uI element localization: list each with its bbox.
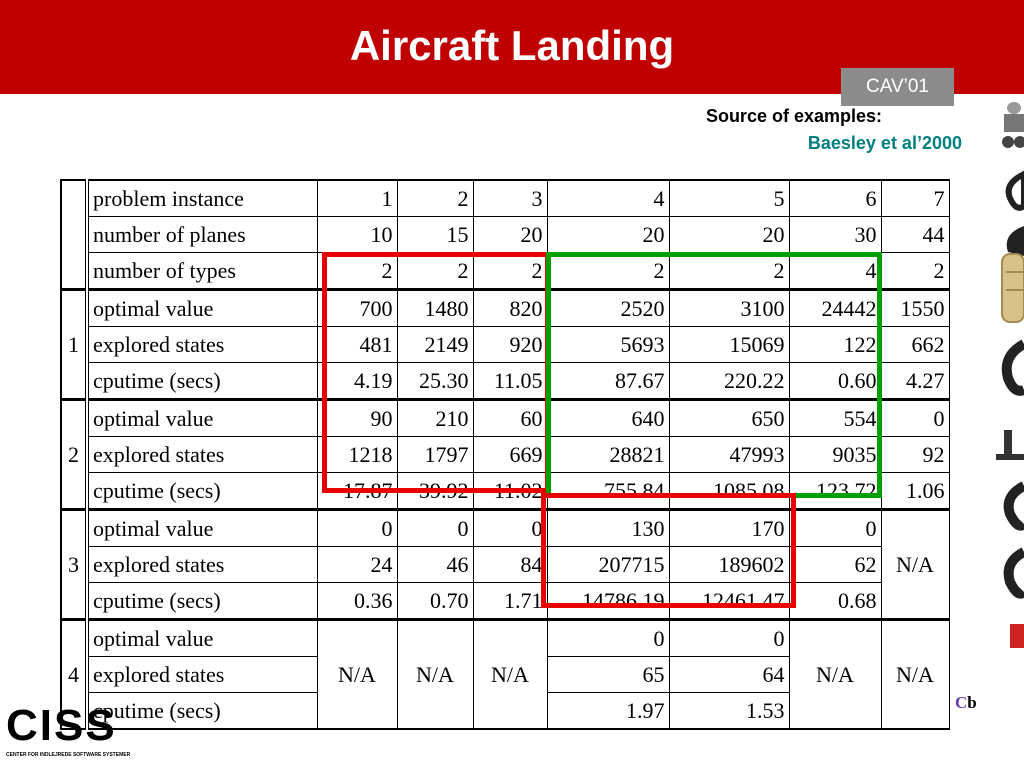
table-cell: 122 (789, 327, 881, 363)
na-cell: N/A (881, 547, 949, 583)
na-cell (317, 620, 397, 657)
row-label: cputime (secs) (87, 583, 317, 620)
table-cell: 640 (547, 400, 669, 437)
table-cell: 481 (317, 327, 397, 363)
table-cell: 2 (473, 253, 547, 290)
table-cell: 12461.47 (669, 583, 789, 620)
row-label: problem instance (87, 180, 317, 217)
table-cell: 4 (547, 180, 669, 217)
table-cell: 1.06 (881, 473, 949, 510)
table-cell: 90 (317, 400, 397, 437)
corner-mark-b: b (967, 693, 977, 712)
table-cell: 11.02 (473, 473, 547, 510)
ciss-logo-text: CISS (6, 701, 117, 750)
table-cell: 130 (547, 510, 669, 547)
group-label-cell (61, 510, 87, 547)
table-cell: 20 (547, 217, 669, 253)
ciss-logo-subtitle: CENTER FOR INDLEJREDE SOFTWARE SYSTEMER (6, 752, 131, 758)
na-cell: N/A (473, 657, 547, 693)
ciss-letter-segment-5 (1009, 552, 1024, 594)
results-table-container (60, 179, 948, 723)
table-cell: 1480 (397, 290, 473, 327)
group-label-cell (61, 253, 87, 290)
na-cell (881, 620, 949, 657)
row-label: explored states (87, 657, 317, 693)
na-cell: N/A (789, 657, 881, 693)
table-cell: 189602 (669, 547, 789, 583)
table-cell: 1.71 (473, 583, 547, 620)
row-label: optimal value (87, 400, 317, 437)
table-cell: 0 (789, 510, 881, 547)
row-label: cputime (secs) (87, 363, 317, 400)
ciss-letter-segment-1 (1009, 174, 1024, 208)
table-cell: 210 (397, 400, 473, 437)
table-cell: 1.53 (669, 693, 789, 730)
table-cell: 6 (789, 180, 881, 217)
na-cell (317, 693, 397, 730)
table-cell: 1218 (317, 437, 397, 473)
table-row (61, 510, 949, 547)
group-label-cell (61, 473, 87, 510)
table-cell: 64 (669, 657, 789, 693)
table-cell: 30 (789, 217, 881, 253)
row-label: cputime (secs) (87, 473, 317, 510)
table-cell: 14786.19 (547, 583, 669, 620)
table-cell: 24442 (789, 290, 881, 327)
table-row (61, 473, 949, 510)
table-cell: 60 (473, 400, 547, 437)
na-cell (881, 510, 949, 547)
table-header-row (61, 180, 949, 217)
table-cell: 46 (397, 547, 473, 583)
table-cell: 4.27 (881, 363, 949, 400)
na-cell (789, 620, 881, 657)
na-cell (789, 693, 881, 730)
table-cell: 755.84 (547, 473, 669, 510)
ciss-red-accent (1010, 624, 1024, 648)
row-label: optimal value (87, 510, 317, 547)
corner-mark (955, 693, 977, 713)
group-label-cell (61, 583, 87, 620)
table-cell: 920 (473, 327, 547, 363)
table-cell: 0 (881, 400, 949, 437)
table-cell: 24 (317, 547, 397, 583)
table-cell: 2520 (547, 290, 669, 327)
table-cell: 554 (789, 400, 881, 437)
table-cell: 1550 (881, 290, 949, 327)
table-cell: 3100 (669, 290, 789, 327)
table-cell: 170 (669, 510, 789, 547)
table-cell: 17.87 (317, 473, 397, 510)
table-cell: 84 (473, 547, 547, 583)
na-cell (473, 693, 547, 730)
table-cell: 7 (881, 180, 949, 217)
na-cell: N/A (317, 657, 397, 693)
row-label: explored states (87, 547, 317, 583)
table-cell: 5693 (547, 327, 669, 363)
group-label-cell (61, 400, 87, 437)
table-cell: 0 (317, 510, 397, 547)
table-cell: 15 (397, 217, 473, 253)
table-cell: 0 (547, 620, 669, 657)
group-label-cell (61, 217, 87, 253)
na-cell: N/A (881, 657, 949, 693)
table-cell: 2 (397, 180, 473, 217)
table-cell: 87.67 (547, 363, 669, 400)
table-cell: 25.30 (397, 363, 473, 400)
table-cell: 2149 (397, 327, 473, 363)
table-cell: 650 (669, 400, 789, 437)
table-cell: 2 (547, 253, 669, 290)
table-cell: 0.36 (317, 583, 397, 620)
robot-figure-icon (1002, 102, 1024, 148)
na-cell: N/A (397, 657, 473, 693)
table-cell: 1797 (397, 437, 473, 473)
table-row (61, 327, 949, 363)
table-cell: 11.05 (473, 363, 547, 400)
slide-title: Aircraft Landing (349, 22, 675, 69)
row-label: explored states (87, 327, 317, 363)
table-cell: 28821 (547, 437, 669, 473)
table-row (61, 290, 949, 327)
table-cell: 820 (473, 290, 547, 327)
table-cell: 669 (473, 437, 547, 473)
table-cell: 1.97 (547, 693, 669, 730)
table-cell: 207715 (547, 547, 669, 583)
table-cell: 0 (397, 510, 473, 547)
na-cell (397, 693, 473, 730)
ciss-letter-segment-2 (1007, 226, 1024, 256)
decorative-side-strip (996, 94, 1024, 654)
corner-mark-c: C (955, 693, 968, 712)
table-cell: 47993 (669, 437, 789, 473)
table-cell: 2 (397, 253, 473, 290)
table-cell: 1 (317, 180, 397, 217)
table-cell: 2 (881, 253, 949, 290)
table-cell: 0 (473, 510, 547, 547)
table-cell: 44 (881, 217, 949, 253)
table-cell: 0 (669, 620, 789, 657)
table-header-row (61, 253, 949, 290)
table-row (61, 620, 949, 657)
group-label-cell: 3 (61, 547, 87, 583)
table-row (61, 547, 949, 583)
group-label-cell: 4 (61, 657, 87, 693)
table-row (61, 437, 949, 473)
ciss-letter-segment-4 (1009, 486, 1024, 526)
sim-card-icon (1002, 254, 1024, 322)
group-label-cell (61, 180, 87, 217)
table-row (61, 400, 949, 437)
ciss-letter-segment-3 (1007, 344, 1024, 391)
na-cell (881, 583, 949, 620)
group-label-cell (61, 620, 87, 657)
source-reference: Baesley et al’2000 (807, 133, 962, 153)
row-label: cputime (secs) (87, 693, 317, 730)
phone-icon (996, 430, 1024, 460)
table-cell: 700 (317, 290, 397, 327)
table-cell: 3 (473, 180, 547, 217)
table-cell: 2 (317, 253, 397, 290)
table-header-row (61, 217, 949, 253)
table-row (61, 693, 949, 730)
table-cell: 1085.08 (669, 473, 789, 510)
group-label-cell (61, 290, 87, 327)
table-row (61, 583, 949, 620)
table-cell: 20 (669, 217, 789, 253)
table-cell: 0.70 (397, 583, 473, 620)
table-cell: 123.72 (789, 473, 881, 510)
row-label: optimal value (87, 290, 317, 327)
na-cell (397, 620, 473, 657)
table-row (61, 657, 949, 693)
table-row (61, 363, 949, 400)
conference-badge: CAV’01 (841, 68, 954, 106)
row-label: optimal value (87, 620, 317, 657)
table-cell: 2 (669, 253, 789, 290)
ciss-logo (6, 701, 136, 764)
table-cell: 92 (881, 437, 949, 473)
na-cell (881, 693, 949, 730)
group-label-cell: 1 (61, 327, 87, 363)
table-cell: 0.68 (789, 583, 881, 620)
group-label-cell (61, 363, 87, 400)
table-cell: 10 (317, 217, 397, 253)
source-label: Source of examples: (705, 106, 882, 126)
table-cell: 62 (789, 547, 881, 583)
row-label: number of planes (87, 217, 317, 253)
row-label: explored states (87, 437, 317, 473)
results-table (60, 179, 950, 730)
table-cell: 662 (881, 327, 949, 363)
na-cell (473, 620, 547, 657)
group-label-cell: 2 (61, 437, 87, 473)
table-cell: 39.92 (397, 473, 473, 510)
table-cell: 20 (473, 217, 547, 253)
table-cell: 4.19 (317, 363, 397, 400)
table-cell: 9035 (789, 437, 881, 473)
table-cell: 5 (669, 180, 789, 217)
table-cell: 220.22 (669, 363, 789, 400)
table-cell: 65 (547, 657, 669, 693)
table-cell: 0.60 (789, 363, 881, 400)
row-label: number of types (87, 253, 317, 290)
table-cell: 4 (789, 253, 881, 290)
table-cell: 15069 (669, 327, 789, 363)
